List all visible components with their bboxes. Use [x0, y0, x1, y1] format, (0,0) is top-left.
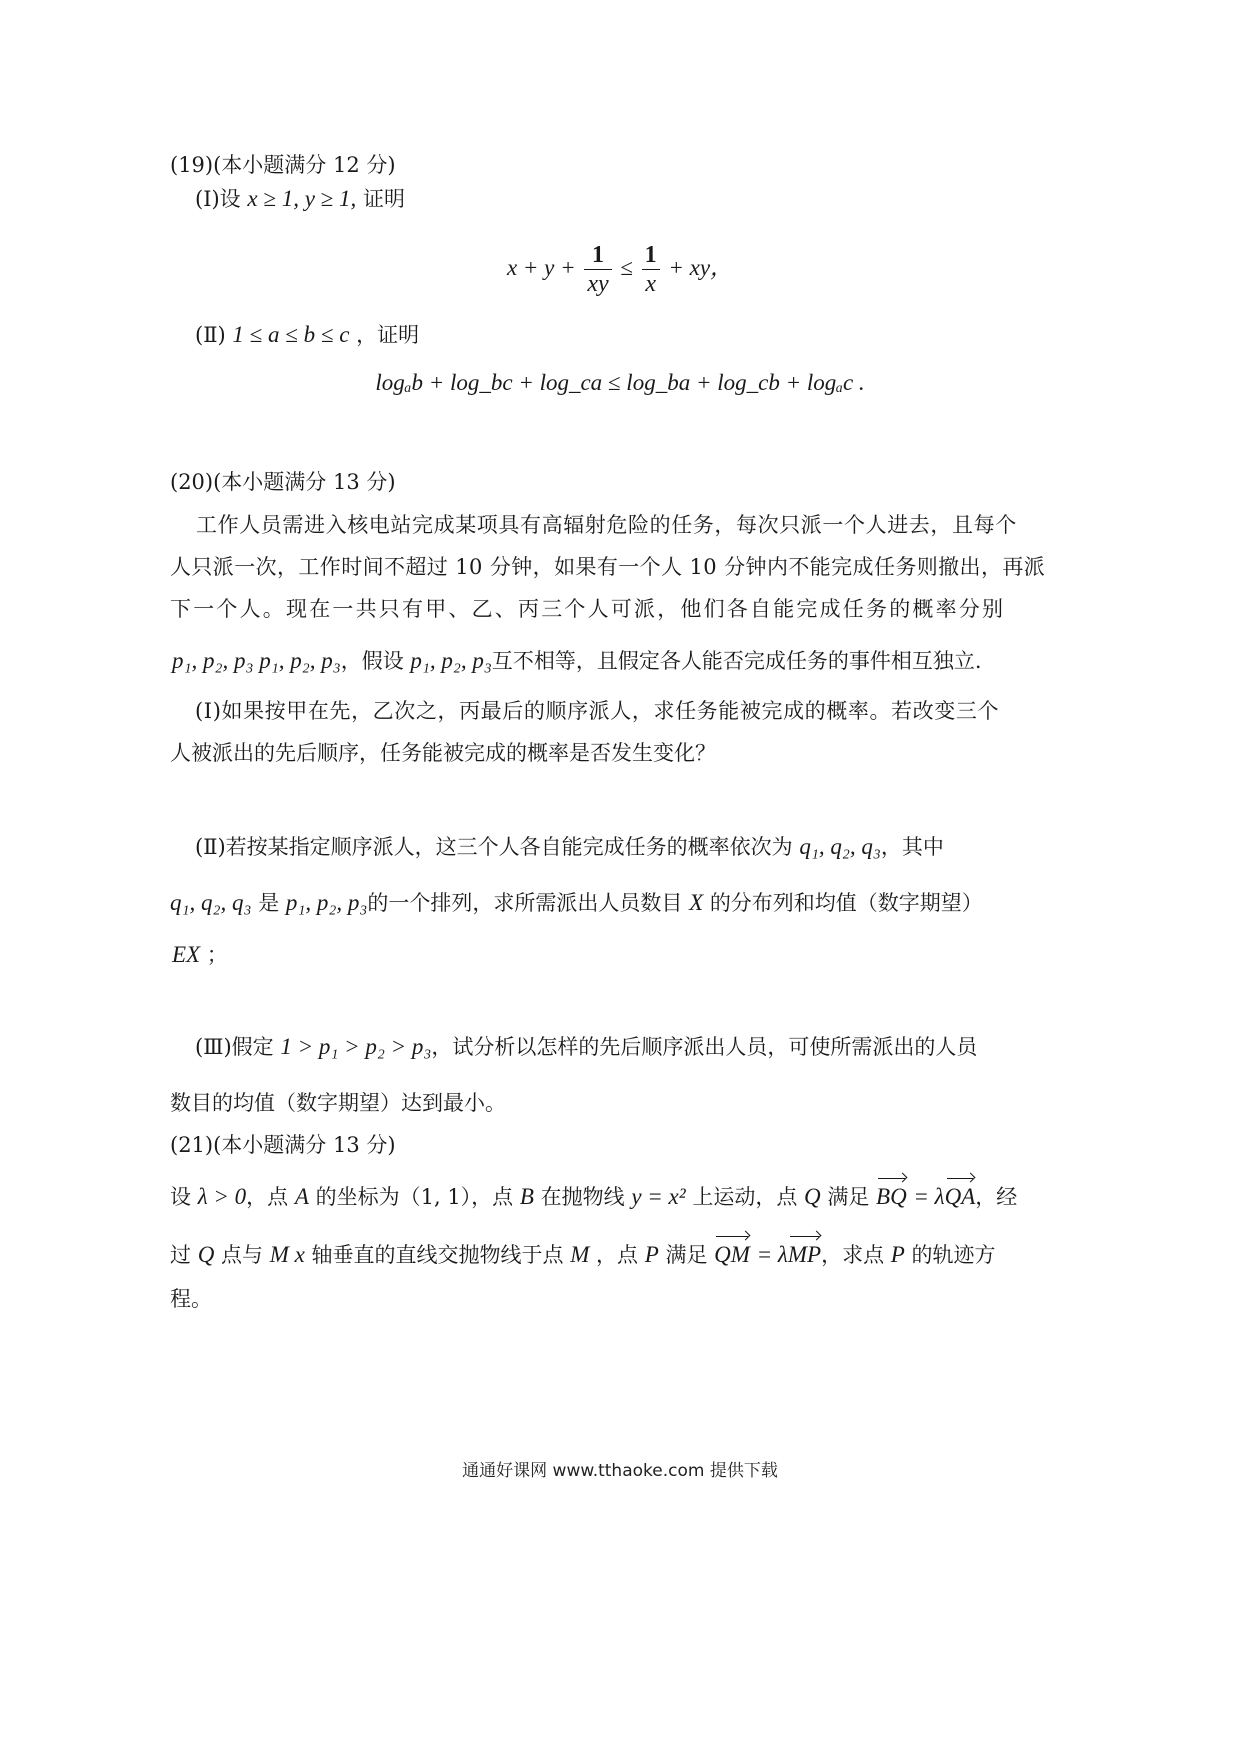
p-values: p₁, p₂, p₃ [285, 890, 368, 915]
page-footer: 通通好课网 www.tthaoke.com 提供下载 [462, 1461, 778, 1481]
q20-para1-line1: 工作人员需进入核电站完成某项具有高辐射危险的任务，每次只派一个人进去，且每个 [196, 513, 1017, 537]
q21-perpendicular: 轴垂直的直线交抛物线于点 [311, 1243, 564, 1267]
q21-line1 [170, 1182, 1017, 1212]
vector-qa: QA [945, 1182, 976, 1212]
q-values: q₁, q₂, q₃ [799, 834, 881, 859]
q20-is: 是 [258, 891, 280, 915]
q20-para1-line4 [172, 646, 982, 676]
parabola-equation: y = x² [631, 1184, 686, 1209]
q21-pass: 过 [170, 1243, 191, 1267]
fraction-numerator: 1 [584, 241, 611, 270]
q20-para1-line3: 下一个人。现在一共只有甲、乙、丙三个人可派，他们各自能完成任务的概率分别 [170, 597, 1006, 621]
lambda-condition: λ > 0 [197, 1184, 247, 1209]
q20-part2-line3 [172, 940, 228, 970]
fraction-1-over-x [642, 241, 660, 298]
fraction-denominator: xy [587, 271, 609, 297]
vector-mp: MP [788, 1240, 821, 1270]
q21-locus: 的轨迹方 [911, 1243, 996, 1267]
q21-satisfies: 满足 [827, 1185, 870, 1209]
q20-part3-label: (Ⅲ)假定 [195, 1035, 274, 1059]
q21-on-parabola: 在抛物线 [540, 1185, 625, 1209]
q20-part3-line2: 数目的均值（数字期望）达到最小。 [170, 1091, 506, 1115]
point-m: M [570, 1242, 590, 1267]
q19-part2-label: (Ⅱ) [195, 323, 226, 347]
p-values: p₁, p₂, p₃ p₁, p₂, p₃ [172, 648, 341, 673]
q20-assume: ，假设 [340, 649, 404, 673]
q21-let: 设 [170, 1185, 191, 1209]
q19-part2 [195, 320, 419, 350]
formula2: logₐb + log_bc + log_ca ≤ log_ba + log_cb + logₐc . [375, 370, 865, 395]
q21-line2 [170, 1240, 996, 1270]
q-values: q₁, q₂, q₃ [170, 890, 252, 915]
q20-header: (20)(本小题满分 13 分) [170, 470, 396, 494]
q20-part1-line2: 人被派出的先后顺序，任务能被完成的概率是否发生变化？ [170, 741, 716, 765]
point-b: B [519, 1184, 534, 1209]
fraction-denominator: x [645, 271, 656, 297]
vector-bq: BQ [876, 1182, 907, 1212]
point-a: A [294, 1184, 309, 1209]
q19-header: (19)(本小题满分 12 分) [170, 153, 396, 177]
formula1-right: + xy， [668, 255, 734, 280]
q20-part1-line1: (Ⅰ)如果按甲在先，乙次之，丙最后的顺序派人，求任务能被完成的概率。若改变三个 [195, 699, 1000, 723]
q21-coords: 的坐标为（1, 1），点 [315, 1185, 514, 1209]
random-variable-x: X [689, 890, 704, 915]
fraction-numerator: 1 [642, 241, 660, 270]
fraction-1-over-xy [584, 241, 611, 298]
q21-and: 点与 [221, 1243, 263, 1267]
expectation-ex: EX [172, 942, 201, 967]
q20-part2-text: (Ⅱ)若按某指定顺序派人，这三个人各自能完成任务的概率依次为 [195, 835, 793, 859]
p-inequality: 1 > p₁ > p₂ > p₃ [280, 1034, 432, 1059]
lambda-times: = λ [913, 1184, 945, 1209]
q19-part2-condition: 1 ≤ a ≤ b ≤ c [232, 322, 350, 347]
q19-part1-prove: 证明 [362, 187, 405, 211]
q19-part1-label: (Ⅰ)设 [195, 187, 241, 211]
q21-line3: 程。 [170, 1287, 212, 1311]
q20-independent: 互不相等，且假定各人能否完成任务的事件相互独立. [491, 649, 982, 673]
q19-formula2 [0, 368, 1240, 398]
q21-point: ，点 [246, 1185, 289, 1209]
formula1-leq: ≤ [620, 255, 633, 280]
q20-part2-where: ，其中 [880, 835, 944, 859]
q19-part2-prove: ，证明 [356, 323, 420, 347]
q20-part2-line2 [170, 888, 983, 918]
q20-part3-text: ，试分析以怎样的先后顺序派出人员，可使所需派出的人员 [431, 1035, 978, 1059]
q20-part3-line1 [195, 1032, 977, 1062]
q21-satisfies2: 满足 [665, 1243, 708, 1267]
p-values: p₁, p₂, p₃ [410, 648, 492, 673]
point-q: Q [804, 1184, 821, 1209]
m-x-axis: M x [269, 1242, 305, 1267]
q21-moves: 上运动，点 [692, 1185, 798, 1209]
q21-through: ，经 [975, 1185, 1018, 1209]
q19-part1 [195, 184, 405, 214]
q20-para1-line2: 人只派一次，工作时间不超过 10 分钟，如果有一个人 10 分钟内不能完成任务则撤出，再派 [170, 555, 1046, 579]
q21-point2: ，点 [596, 1243, 639, 1267]
q21-header: (21)(本小题满分 13 分) [170, 1133, 396, 1157]
q19-formula1 [0, 238, 1240, 298]
formula1-left: x + y + [506, 255, 576, 280]
point-q: Q [197, 1242, 215, 1267]
lambda-times: = λ [756, 1242, 788, 1267]
q20-permutation-text: 的一个排列，求所需派出人员数目 [367, 891, 683, 915]
point-p: P [890, 1242, 905, 1267]
q19-part1-condition: x ≥ 1, y ≥ 1, [247, 186, 357, 211]
q20-distribution-text: 的分布列和均值（数字期望） [709, 891, 983, 915]
q21-find: ，求点 [821, 1243, 885, 1267]
vector-qm: QM [714, 1240, 750, 1270]
point-p: P [644, 1242, 659, 1267]
q20-semicolon: ； [206, 943, 228, 967]
q20-part2-line1 [195, 832, 944, 862]
